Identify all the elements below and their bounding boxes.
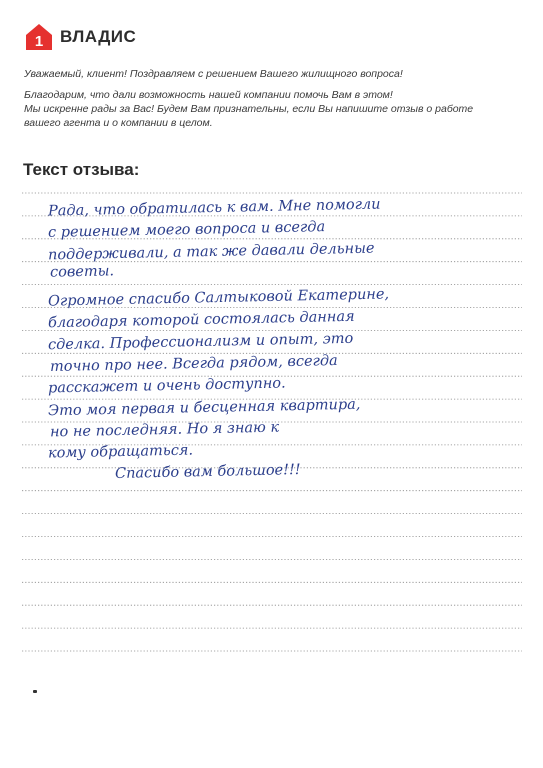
handwritten-line: с решением моего вопроса и всегда	[47, 219, 326, 241]
ruled-lines	[22, 0, 522, 768]
thanks-line-2: Мы искренне рады за Вас! Будем Вам признательны, если Вы напишите отзыв о работе	[24, 103, 474, 115]
ink-dot	[33, 690, 37, 693]
thanks-line-1: Благодарим, что дали возможность нашей компании помочь Вам в этом!	[24, 89, 393, 101]
handwritten-line: Огромное спасибо Салтыковой Екатерине,	[47, 286, 390, 310]
handwritten-line: но не последняя. Но я знаю к	[49, 419, 280, 441]
handwritten-line: советы.	[49, 263, 115, 281]
handwritten-line: точно про нее. Всегда рядом, всегда	[49, 352, 338, 376]
review-heading: Текст отзыва:	[23, 160, 140, 179]
handwritten-line: кому обращаться.	[47, 442, 194, 462]
greeting-line: Уважаемый, клиент! Поздравляем с решением Вашего жилищного вопроса!	[24, 68, 403, 80]
handwritten-line: Рада, что обратилась к вам. Мне помогли	[47, 196, 381, 220]
handwritten-line: благодаря которой состоялась данная	[47, 308, 355, 332]
handwritten-line: расскажет и очень доступно.	[47, 375, 286, 397]
thanks-line-3: вашего агента и о компании в целом.	[24, 117, 213, 129]
handwritten-line: Это моя первая и бесценная квартира,	[47, 396, 361, 420]
handwritten-line: сделка. Профессионализм и опыт, это	[47, 330, 354, 354]
logo-digit: 1	[34, 33, 44, 50]
handwritten-line: Спасибо вам большое!!!	[114, 462, 301, 482]
brand-name: ВЛАДИС	[60, 27, 137, 46]
handwritten-line: поддерживали, а так же давали дельные	[47, 240, 375, 264]
